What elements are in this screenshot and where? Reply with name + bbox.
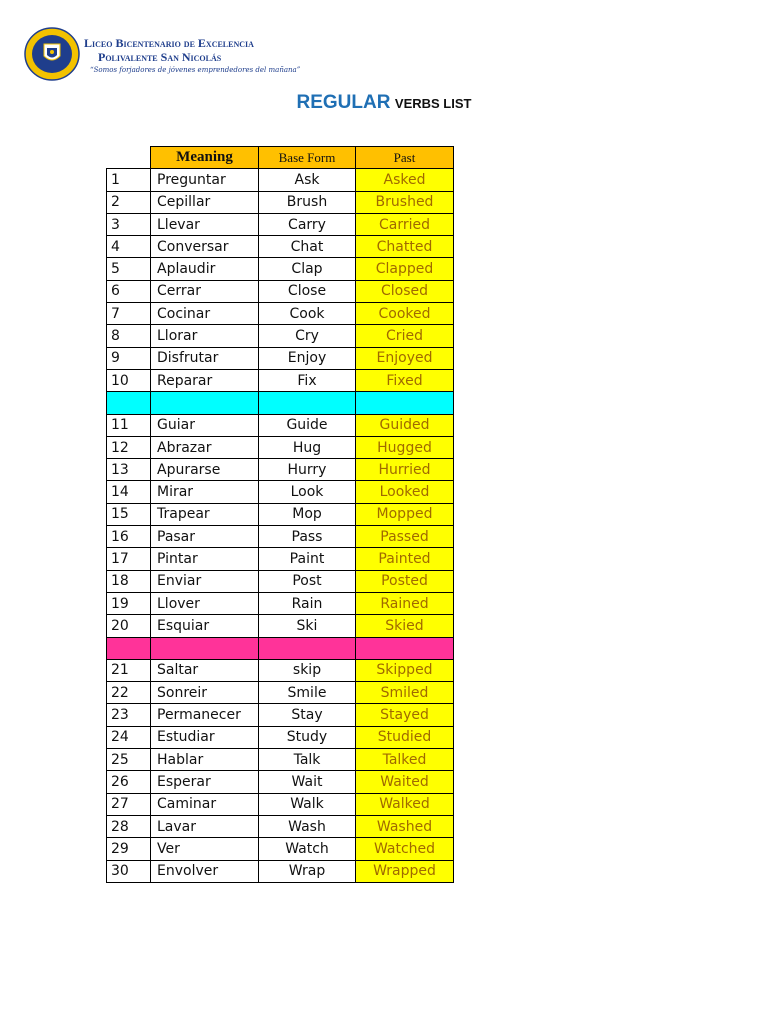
row-base-form: Stay: [259, 704, 356, 726]
row-base-form: Cook: [259, 303, 356, 325]
row-number: 15: [107, 503, 151, 525]
table-row: [107, 414, 454, 436]
table-row: [107, 459, 454, 481]
row-number: 30: [107, 860, 151, 882]
row-base-form: Clap: [259, 258, 356, 280]
row-meaning: Sonreir: [151, 682, 259, 704]
table-row: [107, 481, 454, 503]
row-past: Brushed: [356, 191, 454, 213]
header-blank-cell: [107, 147, 151, 169]
table-row: [107, 682, 454, 704]
row-past: Smiled: [356, 682, 454, 704]
row-past: Guided: [356, 414, 454, 436]
row-meaning: Pasar: [151, 526, 259, 548]
row-number: 2: [107, 191, 151, 213]
table-row: [107, 325, 454, 347]
row-past: Hugged: [356, 436, 454, 458]
row-past: Closed: [356, 280, 454, 302]
row-base-form: Guide: [259, 414, 356, 436]
row-meaning: Llevar: [151, 213, 259, 235]
row-past: Fixed: [356, 369, 454, 391]
row-number: 14: [107, 481, 151, 503]
separator-cell: [151, 637, 259, 659]
row-base-form: Brush: [259, 191, 356, 213]
row-meaning: Enviar: [151, 570, 259, 592]
school-crest-icon: [24, 26, 80, 82]
row-past: Studied: [356, 726, 454, 748]
row-past: Painted: [356, 548, 454, 570]
row-meaning: Pintar: [151, 548, 259, 570]
row-number: 18: [107, 570, 151, 592]
table-row: [107, 258, 454, 280]
row-base-form: Enjoy: [259, 347, 356, 369]
row-meaning: Mirar: [151, 481, 259, 503]
row-meaning: Esquiar: [151, 615, 259, 637]
row-base-form: Rain: [259, 592, 356, 614]
table-row: [107, 659, 454, 681]
separator-cell: [356, 637, 454, 659]
row-meaning: Hablar: [151, 749, 259, 771]
row-meaning: Guiar: [151, 414, 259, 436]
row-meaning: Envolver: [151, 860, 259, 882]
row-base-form: Cry: [259, 325, 356, 347]
table-row: [107, 570, 454, 592]
row-base-form: Ask: [259, 169, 356, 191]
separator-cell: [107, 637, 151, 659]
table-row: [107, 771, 454, 793]
row-past: Talked: [356, 749, 454, 771]
row-number: 29: [107, 838, 151, 860]
row-past: Stayed: [356, 704, 454, 726]
table-row: [107, 704, 454, 726]
table-row: [107, 503, 454, 525]
row-meaning: Abrazar: [151, 436, 259, 458]
school-name: [84, 36, 254, 64]
row-past: Chatted: [356, 236, 454, 258]
row-past: Skied: [356, 615, 454, 637]
table-row: [107, 369, 454, 391]
school-name-line1: Liceo Bicentenario de Excelencia: [84, 36, 254, 50]
row-meaning: Disfrutar: [151, 347, 259, 369]
row-base-form: Walk: [259, 793, 356, 815]
row-base-form: Hurry: [259, 459, 356, 481]
table-row: [107, 169, 454, 191]
table-row: [107, 347, 454, 369]
row-number: 9: [107, 347, 151, 369]
verbs-table: [106, 146, 454, 883]
row-meaning: Cocinar: [151, 303, 259, 325]
row-past: Hurried: [356, 459, 454, 481]
row-number: 10: [107, 369, 151, 391]
row-number: 26: [107, 771, 151, 793]
row-number: 5: [107, 258, 151, 280]
table-row: [107, 815, 454, 837]
row-past: Waited: [356, 771, 454, 793]
row-base-form: Pass: [259, 526, 356, 548]
row-past: Posted: [356, 570, 454, 592]
row-base-form: Chat: [259, 236, 356, 258]
table-row: [107, 303, 454, 325]
row-base-form: Wait: [259, 771, 356, 793]
separator-row: [107, 637, 454, 659]
row-number: 25: [107, 749, 151, 771]
row-base-form: Smile: [259, 682, 356, 704]
row-past: Enjoyed: [356, 347, 454, 369]
row-meaning: Conversar: [151, 236, 259, 258]
row-past: Washed: [356, 815, 454, 837]
row-meaning: Aplaudir: [151, 258, 259, 280]
row-meaning: Permanecer: [151, 704, 259, 726]
row-base-form: Close: [259, 280, 356, 302]
row-number: 28: [107, 815, 151, 837]
row-past: Mopped: [356, 503, 454, 525]
row-base-form: skip: [259, 659, 356, 681]
row-number: 3: [107, 213, 151, 235]
separator-row: [107, 392, 454, 414]
row-past: Passed: [356, 526, 454, 548]
row-past: Walked: [356, 793, 454, 815]
row-past: Cooked: [356, 303, 454, 325]
row-base-form: Mop: [259, 503, 356, 525]
header-past: Past: [356, 147, 454, 169]
row-number: 4: [107, 236, 151, 258]
row-meaning: Cepillar: [151, 191, 259, 213]
school-header: [24, 26, 301, 86]
row-base-form: Post: [259, 570, 356, 592]
header-base-form: Base Form: [259, 147, 356, 169]
row-base-form: Fix: [259, 369, 356, 391]
row-number: 16: [107, 526, 151, 548]
row-meaning: Lavar: [151, 815, 259, 837]
separator-cell: [151, 392, 259, 414]
row-meaning: Llorar: [151, 325, 259, 347]
header-meaning: Meaning: [151, 147, 259, 169]
row-meaning: Saltar: [151, 659, 259, 681]
row-base-form: Wrap: [259, 860, 356, 882]
table-row: [107, 615, 454, 637]
row-number: 17: [107, 548, 151, 570]
row-base-form: Paint: [259, 548, 356, 570]
row-meaning: Trapear: [151, 503, 259, 525]
table-row: [107, 436, 454, 458]
row-number: 22: [107, 682, 151, 704]
row-number: 19: [107, 592, 151, 614]
row-meaning: Esperar: [151, 771, 259, 793]
row-meaning: Llover: [151, 592, 259, 614]
row-meaning: Preguntar: [151, 169, 259, 191]
separator-cell: [259, 637, 356, 659]
row-past: Looked: [356, 481, 454, 503]
row-number: 6: [107, 280, 151, 302]
row-past: Clapped: [356, 258, 454, 280]
table-row: [107, 749, 454, 771]
row-number: 21: [107, 659, 151, 681]
row-past: Wrapped: [356, 860, 454, 882]
row-past: Watched: [356, 838, 454, 860]
table-body: [107, 169, 454, 883]
row-number: 11: [107, 414, 151, 436]
table-row: [107, 860, 454, 882]
row-meaning: Caminar: [151, 793, 259, 815]
table-row: [107, 236, 454, 258]
row-base-form: Talk: [259, 749, 356, 771]
row-past: Carried: [356, 213, 454, 235]
row-meaning: Estudiar: [151, 726, 259, 748]
table-header-row: [107, 147, 454, 169]
row-number: 24: [107, 726, 151, 748]
table-row: [107, 280, 454, 302]
row-number: 1: [107, 169, 151, 191]
row-past: Skipped: [356, 659, 454, 681]
table-row: [107, 793, 454, 815]
row-number: 8: [107, 325, 151, 347]
row-number: 20: [107, 615, 151, 637]
school-motto: “Somos forjadores de jóvenes emprendedores del mañana”: [90, 66, 301, 74]
row-number: 27: [107, 793, 151, 815]
separator-cell: [107, 392, 151, 414]
table-row: [107, 213, 454, 235]
separator-cell: [356, 392, 454, 414]
title-highlight: REGULAR: [296, 92, 391, 113]
table-row: [107, 191, 454, 213]
row-base-form: Study: [259, 726, 356, 748]
row-meaning: Apurarse: [151, 459, 259, 481]
row-base-form: Ski: [259, 615, 356, 637]
row-meaning: Reparar: [151, 369, 259, 391]
row-number: 13: [107, 459, 151, 481]
table-row: [107, 526, 454, 548]
table-row: [107, 548, 454, 570]
row-number: 7: [107, 303, 151, 325]
row-base-form: Wash: [259, 815, 356, 837]
page-title: [0, 92, 768, 114]
row-base-form: Carry: [259, 213, 356, 235]
row-number: 23: [107, 704, 151, 726]
row-meaning: Cerrar: [151, 280, 259, 302]
title-rest: VERBS LIST: [394, 96, 472, 111]
row-base-form: Hug: [259, 436, 356, 458]
row-number: 12: [107, 436, 151, 458]
row-past: Cried: [356, 325, 454, 347]
separator-cell: [259, 392, 356, 414]
row-base-form: Watch: [259, 838, 356, 860]
row-base-form: Look: [259, 481, 356, 503]
row-past: Rained: [356, 592, 454, 614]
row-past: Asked: [356, 169, 454, 191]
row-meaning: Ver: [151, 838, 259, 860]
table-row: [107, 726, 454, 748]
table-row: [107, 838, 454, 860]
school-name-line2: Polivalente San Nicolás: [98, 50, 222, 64]
table-row: [107, 592, 454, 614]
